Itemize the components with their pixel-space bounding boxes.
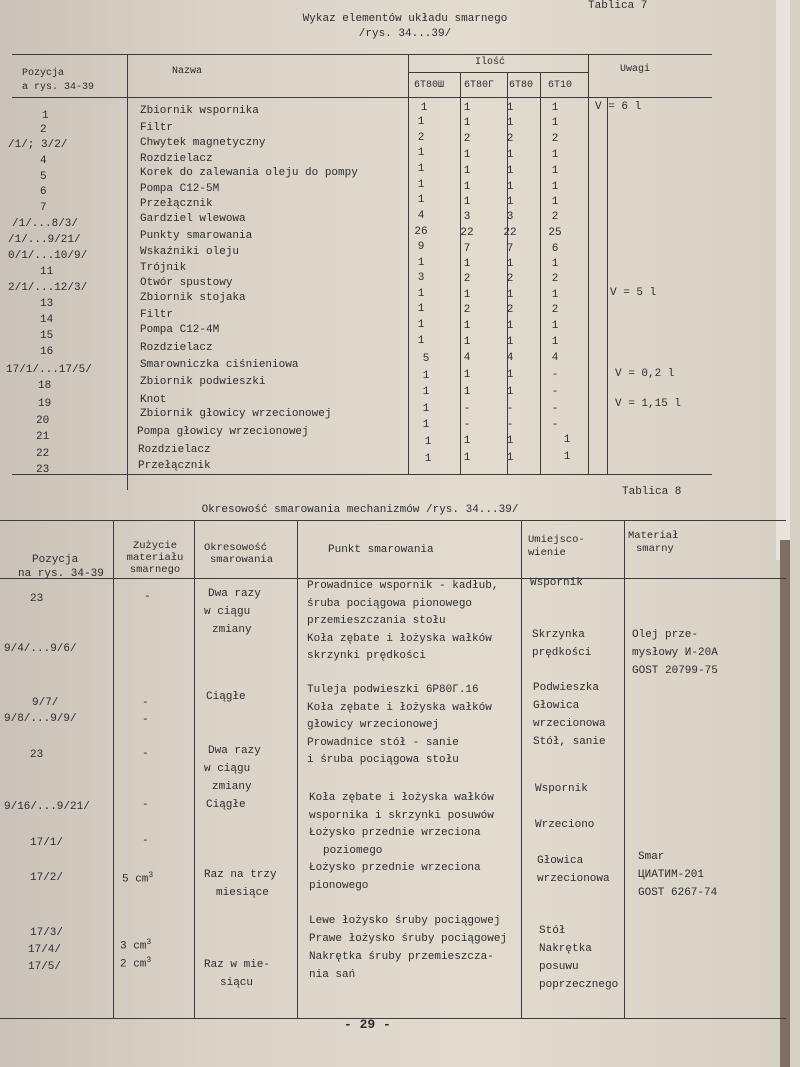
t8-freq-line: zmiany: [212, 624, 252, 636]
t7-header-v1: 6T80Ш: [414, 80, 445, 91]
table8-label: Tablica 8: [622, 486, 682, 498]
t8-use: [120, 938, 151, 953]
t7-name: Korek do zalewania oleju do pompy: [140, 167, 358, 179]
t7-pos: 22: [36, 448, 50, 460]
table8-col-divider: [297, 520, 298, 1018]
t7-name: Rozdzielacz: [140, 342, 213, 354]
t7-qty: 1: [551, 320, 559, 332]
t7-pos: 20: [36, 415, 50, 427]
t7-name: Wskaźniki oleju: [140, 246, 240, 258]
table8-col-divider: [194, 520, 195, 1018]
t8-point-line: skrzynki prędkości: [307, 650, 426, 662]
t7-qty: 1: [463, 196, 471, 208]
t8-freq-line: Dwa razy: [208, 588, 261, 600]
t7-qty: 1: [417, 319, 425, 331]
t7-header-pos: Pozycja: [22, 68, 65, 79]
table8-col-divider: [113, 520, 114, 1018]
t7-qty: 4: [463, 352, 471, 364]
t7-qty: 1: [422, 370, 430, 382]
t7-qty: 1: [506, 386, 514, 398]
t7-qty: 3: [417, 272, 425, 284]
t8-header-line: Materiał: [628, 530, 679, 542]
t8-freq: [204, 742, 261, 814]
t8-point-line: głowicy wrzecionowej: [307, 719, 440, 731]
t7-qty: 2: [463, 273, 471, 285]
t8-pos: 17/1/: [30, 837, 64, 849]
t8-loc-line: Podwieszka: [533, 682, 600, 694]
table7-col-divider: [588, 54, 589, 474]
t8-header-line: smarnego: [129, 564, 181, 576]
t7-note: V = 6 l: [595, 101, 642, 113]
t7-name: Knot: [140, 394, 167, 406]
t7-qty: 1: [506, 336, 514, 348]
t8-loc-line: Stół, sanie: [533, 736, 606, 748]
t7-pos: 18: [38, 380, 52, 392]
page-edge: [776, 0, 790, 560]
table7-col-divider: [127, 54, 128, 490]
t8-pos: 9/8/...9/9/: [4, 713, 77, 725]
t8-material-line: ЦИАТИМ-201: [638, 869, 705, 881]
t8-point-line: wspornika i skrzynki posuwów: [309, 809, 494, 822]
t8-point: [307, 578, 498, 666]
t7-qty: 1: [551, 181, 559, 193]
t8-loc: [532, 626, 591, 662]
t8-point-line: poziomego: [323, 844, 383, 857]
t8-loc-line: prędkości: [532, 647, 592, 659]
t8-freq-line: miesiące: [216, 887, 269, 899]
t8-use: -: [142, 799, 149, 811]
t7-qty: 1: [463, 117, 471, 129]
t8-pos: 9/16/...9/21/: [4, 801, 90, 813]
t7-pos: /1/; 3/2/: [8, 139, 68, 151]
t8-loc: [537, 852, 610, 888]
t7-qty: 1: [563, 451, 571, 463]
t7-pos: 6: [40, 186, 47, 198]
t7-qty: 1: [420, 102, 428, 114]
t7-qty: 7: [506, 243, 514, 255]
t7-qty: 1: [506, 117, 514, 129]
t7-name: Rozdzielacz: [138, 444, 211, 456]
t8-point-line: Nakrętka śruby przemieszcza-: [309, 951, 494, 963]
t7-qty: 2: [551, 133, 559, 145]
t8-freq: [204, 585, 261, 639]
t7-pos: 2: [40, 124, 47, 136]
t8-freq-line: Raz w mie-: [204, 959, 271, 971]
t8-freq: Ciągłe: [206, 691, 246, 703]
t8-use: -: [144, 591, 151, 603]
t7-note: V = 0,2 l: [615, 368, 675, 380]
t7-qty: 1: [422, 403, 430, 415]
t7-qty: 9: [417, 241, 425, 253]
t7-pos: 1: [42, 110, 49, 122]
t8-freq: [204, 956, 270, 992]
t7-qty: 1: [506, 196, 514, 208]
t8-pos: 17/3/: [30, 927, 64, 939]
table8-top-rule: [0, 520, 786, 521]
t7-qty: -: [551, 386, 559, 398]
t8-unit-exponent: 3: [148, 871, 154, 880]
t7-header-name: Nazwa: [172, 66, 203, 77]
table8-title: Okresowość smarowania mechanizmów /rys. 34...39/: [201, 504, 519, 516]
t8-use: [122, 871, 153, 886]
t8-material: [638, 848, 717, 902]
table7-top-rule: [12, 54, 712, 55]
t8-loc-line: Głowica: [537, 855, 584, 867]
t8-point-line: Tuleja podwieszki 6P80Г.16: [307, 684, 479, 696]
t7-qty: 1: [417, 288, 425, 300]
table8-bottom-rule: [0, 1018, 786, 1019]
t7-qty: 1: [417, 116, 425, 128]
t8-point: [309, 912, 507, 984]
t7-qty: 1: [506, 452, 514, 464]
t7-name: Przełącznik: [138, 460, 211, 472]
t8-freq-line: zmiany: [212, 781, 252, 793]
t8-material-line: Olej prze-: [632, 629, 699, 641]
t7-pos: 14: [40, 314, 54, 326]
t7-header-v2: 6T80Г: [464, 80, 495, 91]
table7-bottom-rule: [12, 474, 712, 475]
t7-pos: 13: [40, 298, 54, 310]
t7-qty: 1: [551, 117, 559, 129]
t7-qty: 1: [463, 258, 471, 270]
t7-header-v3: 6T80: [509, 80, 534, 91]
t7-name: Zbiornik wspornika: [140, 105, 259, 117]
t7-qty: 1: [463, 102, 471, 114]
t7-qty: -: [463, 403, 471, 415]
t8-freq-line: w ciągu: [204, 606, 251, 618]
t8-point-line: przemieszczania stołu: [307, 615, 446, 627]
t7-qty: 7: [463, 243, 471, 255]
t7-qty: 1: [417, 147, 425, 159]
t7-name: Zbiornik podwieszki: [140, 376, 266, 388]
t8-point: [307, 682, 492, 770]
t8-loc-line: Głowica: [533, 700, 580, 712]
t8-use: [120, 956, 151, 971]
t8-point-line: Prowadnice wspornik - kadłub,: [307, 580, 499, 592]
t7-qty: 1: [463, 336, 471, 348]
t7-qty: 2: [506, 304, 514, 316]
t8-loc: Wspornik: [530, 577, 583, 589]
t7-qty: 1: [506, 181, 514, 193]
t7-qty: 2: [551, 304, 559, 316]
t7-name: Przełącznik: [140, 198, 213, 210]
t7-qty: 6: [551, 243, 559, 255]
t7-qty: 2: [551, 273, 559, 285]
t7-qty: 1: [463, 452, 471, 464]
t7-qty: 25: [548, 227, 562, 239]
t7-name: Smarowniczka ciśnieniowa: [140, 359, 299, 371]
t8-loc-line: Nakrętka: [539, 943, 592, 955]
t8-material: [632, 626, 718, 680]
t7-qty: 4: [551, 352, 559, 364]
t8-pos: 9/7/: [32, 697, 59, 709]
t8-material-line: GOST 6267-74: [638, 887, 718, 899]
t7-pos: /1/...9/21/: [8, 234, 81, 246]
t7-qty: -: [506, 403, 514, 415]
t7-qty: 1: [463, 181, 471, 193]
t8-header-line: Okresowość: [204, 542, 268, 554]
t7-qty: 1: [417, 179, 425, 191]
t7-qty: 2: [463, 304, 471, 316]
t7-name: Rozdzielacz: [140, 153, 213, 165]
t8-header-line: smarowania: [210, 554, 274, 566]
t8-freq-line: Ciągłe: [206, 799, 246, 811]
t8-pos: 23: [30, 749, 44, 761]
t8-header-line: wienie: [528, 547, 566, 559]
t8-material-line: Smar: [638, 851, 665, 863]
t7-pos: 19: [38, 398, 52, 410]
t7-qty: -: [463, 419, 471, 431]
t7-qty: 1: [417, 335, 425, 347]
t7-pos: /1/...8/3/: [12, 218, 79, 230]
table7-qty-rule: [408, 72, 588, 73]
t8-loc: Wrzeciono: [535, 819, 595, 831]
t8-header-pos: [18, 553, 104, 581]
t7-qty: 1: [563, 434, 571, 446]
t8-point-line: Lewe łożysko śruby pociągowej: [309, 915, 501, 927]
t7-pos: 4: [40, 155, 47, 167]
t7-name: Trójnik: [140, 262, 187, 274]
t7-qty: -: [551, 403, 559, 415]
t7-pos: 7: [40, 202, 47, 214]
t8-unit-exponent: 3: [146, 956, 152, 965]
t8-loc: Wspornik: [535, 783, 588, 795]
t7-pos: 5: [40, 171, 47, 183]
t8-use: -: [142, 697, 149, 709]
t8-use: -: [142, 748, 149, 760]
t8-pos: 17/2/: [30, 872, 64, 884]
t8-pos: 17/4/: [28, 944, 62, 956]
t7-qty: 1: [424, 436, 432, 448]
t8-point-line: Łożysko przednie wrzeciona: [309, 827, 481, 839]
t8-material-line: mysłowy И-20А: [632, 647, 718, 659]
t7-pos: 15: [40, 330, 54, 342]
background-edge: [780, 540, 790, 1067]
t8-use-value: 5 cm: [122, 873, 149, 886]
t7-name: Otwór spustowy: [140, 277, 233, 289]
t8-point-line: Koła zębate i łożyska wałków: [307, 701, 492, 714]
t8-header-line: smarny: [636, 543, 674, 555]
t7-qty: 1: [417, 194, 425, 206]
t7-qty: 1: [551, 258, 559, 270]
t8-header-consumption: [122, 540, 188, 576]
t7-pos: 2/1/...12/3/: [8, 282, 88, 294]
t7-qty: 1: [506, 435, 514, 447]
t8-loc: [539, 922, 618, 994]
t7-pos: 23: [36, 464, 50, 476]
table7-col-divider: [607, 97, 608, 474]
t7-qty: 1: [551, 102, 559, 114]
t7-pos: 16: [40, 346, 54, 358]
page-number: - 29 -: [344, 1017, 391, 1032]
t8-point-line: Łożysko przednie wrzeciona: [309, 862, 481, 874]
t8-freq-line: Raz na trzy: [204, 869, 277, 881]
t8-pos: 23: [30, 593, 44, 605]
t7-qty: 2: [551, 211, 559, 223]
t8-loc-line: Stół: [539, 925, 566, 937]
t7-qty: -: [551, 369, 559, 381]
t8-header-point: Punkt smarowania: [328, 544, 434, 556]
t7-qty: 3: [506, 211, 514, 223]
t8-header-pos-line: na rys. 34-39: [18, 568, 104, 580]
t8-point-line: Prawe łożysko śruby pociągowej: [309, 933, 508, 945]
t8-loc: [533, 679, 606, 751]
t7-qty: 5: [422, 353, 430, 365]
t7-name: Chwytek magnetyczny: [140, 137, 266, 149]
t7-pos: 21: [36, 431, 50, 443]
t8-point-line: Koła zębate i łożyska wałków: [307, 632, 492, 645]
t7-qty: 1: [551, 149, 559, 161]
t7-qty: 1: [463, 320, 471, 332]
t8-header-location: [528, 534, 585, 560]
t8-loc-line: poprzecznego: [539, 979, 619, 991]
t8-freq-line: Dwa razy: [208, 745, 261, 757]
t7-qty: 1: [463, 289, 471, 301]
t7-qty: 1: [424, 453, 432, 465]
t8-header-material: [628, 530, 678, 556]
t8-loc-line: wrzecionowa: [533, 718, 606, 730]
t8-point-line: Prowadnice stół - sanie: [307, 736, 459, 749]
t7-note: V = 1,15 l: [615, 398, 682, 410]
t8-loc-line: wrzecionowa: [537, 873, 610, 885]
t7-note: V = 5 l: [610, 287, 657, 299]
t7-qty: 4: [506, 352, 514, 364]
t8-use-value: 3 cm: [120, 940, 147, 953]
t8-unit-exponent: 3: [146, 938, 152, 947]
table8-col-divider: [521, 520, 522, 1018]
t8-use: -: [142, 714, 149, 726]
t7-qty: 2: [417, 132, 425, 144]
t8-material-line: GOST 20799-75: [632, 665, 718, 677]
t7-qty: 1: [422, 419, 430, 431]
t7-header-notes: Uwagi: [620, 64, 651, 75]
t8-header-line: Zużycie: [132, 540, 178, 552]
t7-qty: 1: [463, 435, 471, 447]
t7-qty: -: [506, 419, 514, 431]
t7-qty: 4: [417, 210, 425, 222]
t8-point-line: i śruba pociągowa stołu: [307, 754, 459, 766]
t7-name: Pompa C12-5M: [140, 183, 220, 195]
t7-qty: 1: [506, 320, 514, 332]
t7-qty: 26: [414, 226, 428, 238]
t7-qty: 1: [506, 258, 514, 270]
t8-freq-line: w ciągu: [204, 763, 251, 775]
t7-qty: 1: [463, 165, 471, 177]
t7-qty: 1: [506, 165, 514, 177]
t7-pos: 17/1/...17/5/: [6, 364, 92, 376]
table7-title: Wykaz elementów układu smarnego: [302, 13, 508, 25]
t7-qty: 1: [551, 336, 559, 348]
t7-header-qty: Ilość: [475, 57, 506, 68]
t7-pos: 11: [40, 266, 54, 278]
t7-name: Filtr: [140, 309, 174, 321]
t7-qty: 1: [417, 257, 425, 269]
t8-freq-line: siącu: [220, 977, 254, 989]
t7-qty: 1: [506, 102, 514, 114]
t7-name: Zbiornik głowicy wrzecionowej: [140, 408, 332, 420]
t8-point-line: śruba pociągowa pionowego: [307, 597, 473, 610]
t7-name: Punkty smarowania: [140, 230, 253, 242]
table7-subtitle: /rys. 34...39/: [358, 28, 452, 40]
t8-header-pos-line: Pozycja: [32, 554, 79, 566]
t7-qty: 22: [460, 227, 474, 239]
t7-pos: 0/1/...10/9/: [8, 250, 88, 262]
t7-qty: 1: [506, 289, 514, 301]
t7-qty: 3: [463, 211, 471, 223]
t7-qty: 1: [463, 369, 471, 381]
t7-name: Pompa głowicy wrzecionowej: [137, 426, 309, 438]
t7-name: Pompa C12-4M: [140, 324, 220, 336]
t8-use: -: [142, 835, 149, 847]
t7-qty: 1: [463, 149, 471, 161]
t8-pos: 17/5/: [28, 961, 62, 973]
t8-point: [309, 790, 494, 895]
t7-name: Zbiornik stojaka: [140, 292, 246, 304]
t7-qty: 1: [551, 165, 559, 177]
t7-qty: 1: [506, 369, 514, 381]
t8-loc-line: posuwu: [539, 961, 579, 973]
t7-qty: 22: [503, 227, 517, 239]
t8-use-value: 2 cm: [120, 958, 147, 971]
t7-qty: 1: [417, 303, 425, 315]
t8-point-line: pionowego: [309, 879, 369, 892]
t7-qty: 1: [463, 386, 471, 398]
t8-point-line: Koła zębate i łożyska wałków: [309, 792, 494, 804]
t7-qty: 2: [463, 133, 471, 145]
t8-header-frequency: [204, 542, 273, 566]
t7-qty: 1: [506, 149, 514, 161]
t8-header-line: materiału: [126, 552, 184, 564]
t8-freq: [204, 866, 277, 902]
t7-qty: 1: [551, 289, 559, 301]
t7-qty: 2: [506, 133, 514, 145]
table7-label: Tablica 7: [588, 0, 648, 12]
t7-qty: 1: [551, 196, 559, 208]
table8-col-divider: [624, 520, 625, 1018]
t8-loc-line: Skrzynka: [532, 629, 585, 641]
t7-header-pos-ref: a rys. 34-39: [22, 82, 95, 93]
t7-qty: -: [551, 419, 559, 431]
t7-qty: 1: [422, 386, 430, 398]
t8-pos: 9/4/...9/6/: [4, 643, 77, 655]
t7-qty: 1: [417, 163, 425, 175]
t7-qty: 2: [506, 273, 514, 285]
t7-name: Gardziel wlewowa: [140, 213, 246, 225]
t7-header-v4: 6Т10: [548, 80, 573, 91]
t8-point-line: nia sań: [309, 969, 356, 981]
t7-name: Filtr: [140, 122, 174, 134]
t8-header-line: Umiejsco-: [528, 534, 585, 546]
